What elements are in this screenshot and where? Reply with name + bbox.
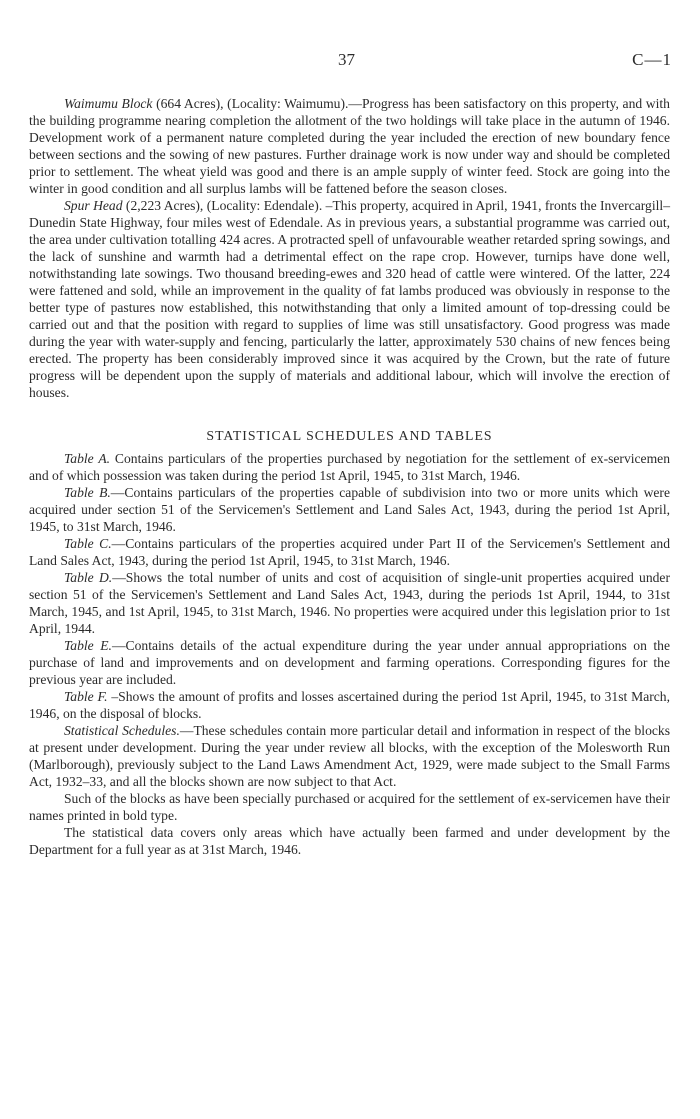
paragraph-text: —Contains particulars of the properties capable of subdivision into two or more units which were acquired under section 51 of the Servicemen's Settlement and Land Sales Act, 1943, during the period 1st April, 1945, to 31st March, 1946. bbox=[29, 485, 670, 534]
paragraph-text: Contains particulars of the properties purchased by negotiation for the settlement of ex-servicemen and of which possession was taken during the period 1st April, 1945, to 31st March, 1946. bbox=[29, 451, 670, 483]
page-body bbox=[29, 95, 670, 858]
paragraph-text: —Contains details of the actual expenditure during the year under annual appropriations on the purchase of land and improvements and on development and farming operations. Corresponding figures for the previous year are included. bbox=[29, 638, 670, 687]
statistical-schedules-description bbox=[29, 722, 670, 790]
paragraph-text: —Shows the total number of units and cost of acquisition of single-unit properties acquired under section 51 of the Servicemen's Settlement and Land Sales Act, 1943, during the periods 1st April, 1944, to 31st March, 1945, and 1st April, 1945, to 31st March, 1946. No properties were acquired under this legislation prior to 1st April, 1944. bbox=[29, 570, 670, 636]
page-header bbox=[0, 50, 700, 72]
paragraph-text: —These schedules contain more particular detail and information in respect of the blocks at present under development. During the year under review all blocks, with the exception of the Molesworth Run (Marlborough), previously subject to the Land Laws Amendment Act, 1929, were made subject to the Small Farms Act, 1932–33, and all the blocks shown are now subject to that Act. bbox=[29, 723, 670, 789]
table-c-description bbox=[29, 535, 670, 569]
table-d-description bbox=[29, 569, 670, 637]
paragraph-text: –Shows the amount of profits and losses ascertained during the period 1st April, 1945, to 31st March, 1946, on the disposal of blocks. bbox=[29, 689, 670, 721]
table-f-description bbox=[29, 688, 670, 722]
bold-type-note bbox=[29, 790, 670, 824]
paragraph-lead: Table F. bbox=[64, 689, 108, 704]
page-number: 37 bbox=[338, 50, 355, 69]
paragraph-text: (2,223 Acres), (Locality: Edendale). –This property, acquired in April, 1941, fronts the Invercargill–Dunedin State Highway, four miles west of Edendale. As in previous years, a substantial programme was carried out, the area under cultivation totalling 424 acres. A protracted spell of unfavourable weather retarded spring sowings, and the lack of sunshine and warmth had a detrimental effect on the rape crop. However, turnips have done well, notwithstanding late sowings. Two thousand breeding-ewes and 320 head of cattle were wintered. Of the latter, 224 were fattened and sold, while an improvement in the quality of fat lambs produced was obviously in response to the better type of pastures now established, this notwithstanding that only a limited amount of top-dressing could be carried out and that the position with regard to supplies of lime was still unsatisfactory. Good progress was made during the year with water-supply and fencing, particularly the latter, approximately 530 chains of new fences being erected. The property has been considerably improved since it was acquired by the Crown, but the rate of future progress will be dependent upon the supply of materials and additional labour, which will involve the erection of houses. bbox=[29, 198, 670, 400]
paragraph-spur-head bbox=[29, 197, 670, 401]
paragraph-lead: Statistical Schedules. bbox=[64, 723, 180, 738]
paragraph-lead: Table A. bbox=[64, 451, 111, 466]
table-e-description bbox=[29, 637, 670, 688]
statistical-data-note bbox=[29, 824, 670, 858]
paragraph-waimumu bbox=[29, 95, 670, 197]
paragraph-lead: Spur Head bbox=[64, 198, 123, 213]
paragraph-text: (664 Acres), (Locality: Waimumu).—Progress has been satisfactory on this property, and with the building programme nearing completion the allotment of the two holdings will take place in the autumn of 1946. Development work of a permanent nature completed during the year included the erection of new boundary fence between sections and the sowing of new pastures. Further drainage work is now under way and should be completed prior to settlement. The wheat yield was good and there is an ample supply of winter feed. Stock are going into the winter in good condition and all surplus lambs will be fattened before the season closes. bbox=[29, 96, 670, 196]
paragraph-lead: Table E. bbox=[64, 638, 112, 653]
table-a-description bbox=[29, 450, 670, 484]
paragraph-lead: Table D. bbox=[64, 570, 113, 585]
paragraph-text: Such of the blocks as have been specially purchased or acquired for the settlement of ex-servicemen have their names printed in bold type. bbox=[29, 791, 670, 823]
paragraph-lead: Table B. bbox=[64, 485, 111, 500]
series-code: C—1 bbox=[632, 50, 672, 69]
paragraph-lead: Waimumu Block bbox=[64, 96, 153, 111]
paragraph-lead: Table C. bbox=[64, 536, 112, 551]
paragraph-text: The statistical data covers only areas which have actually been farmed and under development by the Department for a full year as at 31st March, 1946. bbox=[29, 825, 670, 857]
table-b-description bbox=[29, 484, 670, 535]
paragraph-text: —Contains particulars of the properties acquired under Part II of the Servicemen's Settlement and Land Sales Act, 1943, during the period 1st April, 1945, to 31st March, 1946. bbox=[29, 536, 670, 568]
section-title: STATISTICAL SCHEDULES AND TABLES bbox=[206, 428, 493, 443]
